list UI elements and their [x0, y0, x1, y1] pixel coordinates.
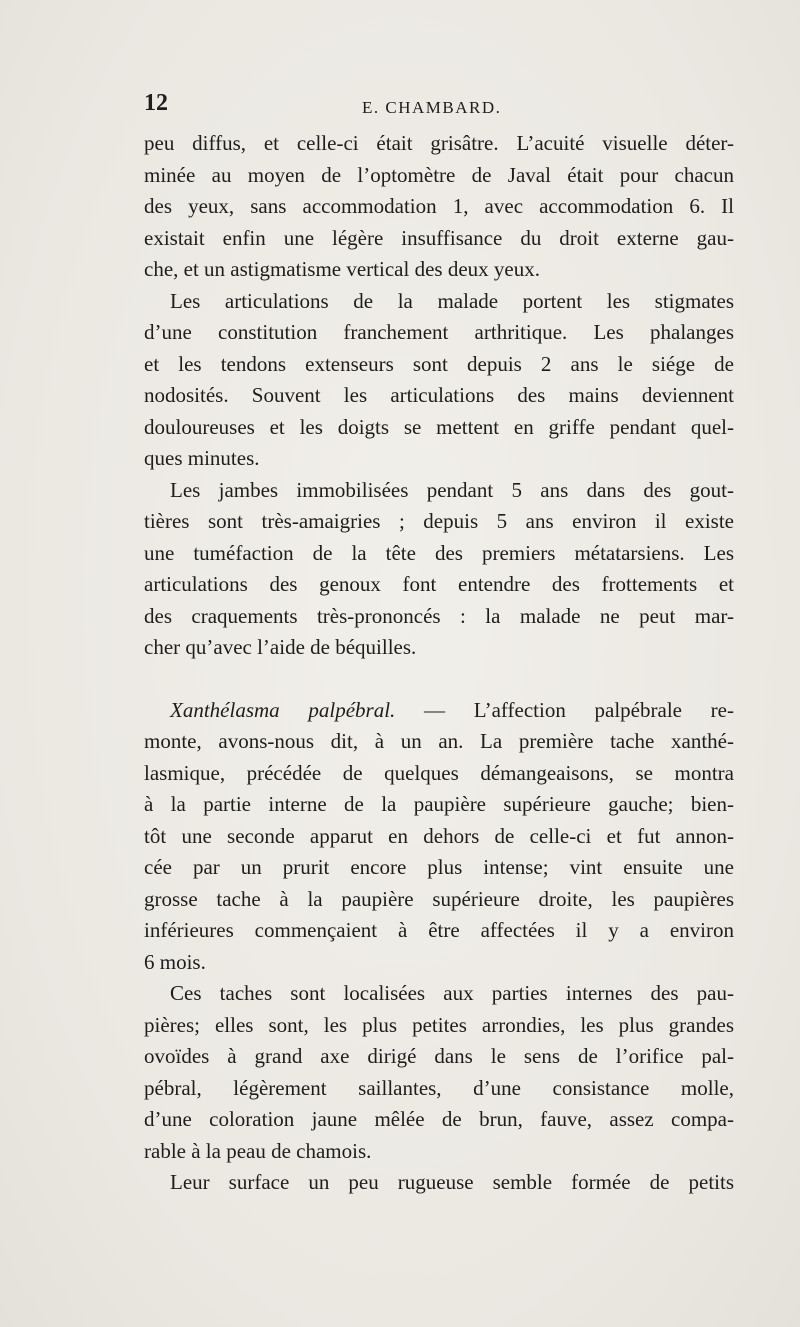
text-line: ovoïdes à grand axe dirigé dans le sens de l’orifice pal- [144, 1044, 734, 1068]
text-run: — L’affection palpébrale re- [395, 697, 734, 722]
paragraph [144, 978, 734, 1167]
paragraph [144, 475, 734, 664]
text-line: à la partie interne de la paupière supérieure gauche; bien- [144, 792, 734, 816]
text-line: grosse tache à la paupière supérieure droite, les paupières [144, 886, 734, 911]
paragraph [144, 1167, 734, 1199]
text-line: d’une constitution franchement arthritique. Les phalanges [144, 320, 734, 344]
page-number: 12 [144, 90, 168, 116]
body-text [144, 128, 734, 1199]
paragraph [144, 128, 734, 286]
text-line: des craquements très-prononcés : la malade ne peut mar- [144, 603, 734, 628]
text-line: d’une coloration jaune mêlée de brun, fauve, assez compa- [144, 1107, 734, 1131]
text-line: lasmique, précédée de quelques démangeaisons, se montra [144, 760, 734, 785]
text-line: monte, avons-nous dit, à un an. La première tache xanthé- [144, 729, 734, 753]
text-line: Les articulations de la malade portent les stigmates [170, 288, 734, 313]
page-header [144, 86, 734, 126]
text-line: Ces taches sont localisées aux parties internes des pau- [170, 981, 734, 1005]
text-line: Leur surface un peu rugueuse semble formée de petits [170, 1170, 734, 1194]
text-line: tôt une seconde apparut en dehors de celle-ci et fut annon- [144, 823, 734, 848]
running-head: E. CHAMBARD. [362, 98, 502, 117]
text-line [144, 695, 734, 727]
paragraph [144, 286, 734, 475]
text-line: cée par un prurit encore plus intense; vint ensuite une [144, 855, 734, 879]
text-line: douloureuses et les doigts se mettent en griffe pendant quel- [144, 414, 734, 439]
text-line: une tuméfaction de la tête des premiers métatarsiens. Les [144, 540, 734, 565]
text-line: et les tendons extenseurs sont depuis 2 ans le siége de [144, 351, 734, 376]
text-line: pières; elles sont, les plus petites arrondies, les plus grandes [144, 1012, 734, 1037]
text-line: 6 mois. [144, 949, 206, 974]
paragraph [144, 695, 734, 979]
text-line: articulations des genoux font entendre des frottements et [144, 572, 734, 596]
text-line: des yeux, sans accommodation 1, avec accommodation 6. Il [144, 194, 734, 218]
text-line: inférieures commençaient à être affectées il y a environ [144, 918, 734, 942]
section-gap [144, 664, 734, 695]
text-line: che, et un astigmatisme vertical des deux yeux. [144, 257, 540, 281]
text-line: tières sont très-amaigries ; depuis 5 ans environ il existe [144, 509, 734, 533]
text-line: nodosités. Souvent les articulations des mains deviennent [144, 383, 734, 407]
text-line: ques minutes. [144, 446, 260, 470]
text-line: rable à la peau de chamois. [144, 1138, 372, 1163]
text-line: cher qu’avec l’aide de béquilles. [144, 635, 417, 659]
text-line: existait enfin une légère insuffisance du droit externe gau- [144, 225, 734, 250]
section-title: Xanthélasma palpébral. [170, 697, 396, 722]
text-line: minée au moyen de l’optomètre de Javal était pour chacun [144, 162, 734, 187]
text-line: pébral, légèrement saillantes, d’une consistance molle, [144, 1075, 734, 1100]
text-line: peu diffus, et celle-ci était grisâtre. L’acuité visuelle déter- [144, 131, 734, 155]
text-line: Les jambes immobilisées pendant 5 ans dans des gout- [170, 477, 734, 502]
